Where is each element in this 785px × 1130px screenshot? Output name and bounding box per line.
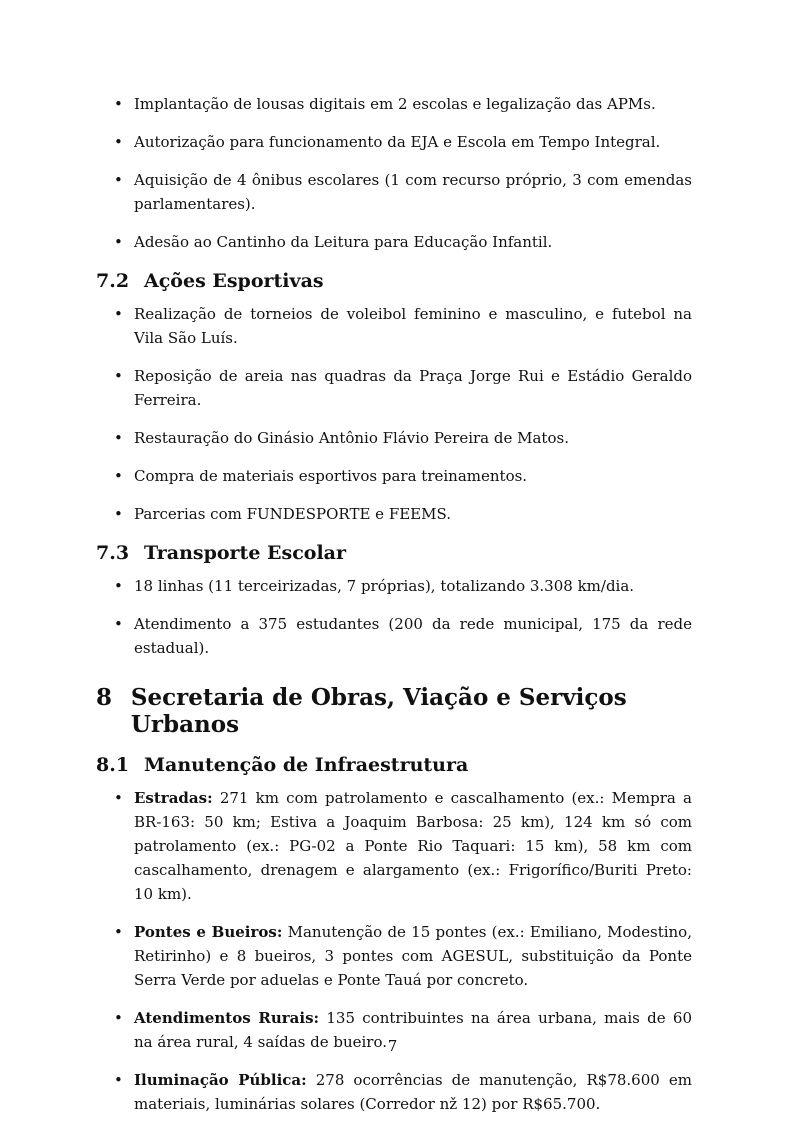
bullet-icon: • bbox=[114, 305, 123, 323]
list-item: • Compra de materiais esportivos para treinamentos. bbox=[96, 464, 692, 488]
subsection-title: Manutenção de Infraestrutura bbox=[144, 754, 469, 776]
item-text: 271 km com patrolamento e cascalhamento (ex.: Mempra a BR-163: 50 km; Estiva a Joaquim Barbosa: 25 km), 124 km só com patrolamento (ex.: PG-02 a Ponte Rio Taquari: 15 km), 58 km com cascalhamento, drenagem e alargamento (ex.: Frigorífico/Buriti Preto: 10 km). bbox=[134, 789, 692, 903]
list-item bbox=[96, 786, 692, 906]
list-item: • Reposição de areia nas quadras da Praça Jorge Rui e Estádio Geraldo Ferreira. bbox=[96, 364, 692, 412]
section-heading-8 bbox=[96, 684, 692, 738]
subsection-number: 7.3 bbox=[96, 542, 130, 564]
bullet-icon: • bbox=[114, 505, 123, 523]
infrastructure-list bbox=[96, 786, 692, 1116]
list-item: • Autorização para funcionamento da EJA e Escola em Tempo Integral. bbox=[96, 130, 692, 154]
bullet-icon: • bbox=[114, 429, 123, 447]
subsection-title: Ações Esportivas bbox=[144, 270, 324, 292]
list-item bbox=[96, 1068, 692, 1116]
bullet-icon: • bbox=[114, 1071, 123, 1089]
bullet-icon: • bbox=[114, 95, 123, 113]
bullet-icon: • bbox=[114, 171, 123, 189]
item-lead: Atendimentos Rurais: bbox=[134, 1009, 320, 1027]
subsection-heading-7-3 bbox=[96, 542, 692, 564]
item-lead: Iluminação Pública: bbox=[134, 1071, 307, 1089]
item-lead: Estradas: bbox=[134, 789, 213, 807]
list-item bbox=[96, 920, 692, 992]
subsection-title: Transporte Escolar bbox=[144, 542, 346, 564]
subsection-heading-8-1 bbox=[96, 754, 692, 776]
item-text: Manutenção de 15 pontes (ex.: Emiliano, Modestino, Retirinho) e 8 bueiros, 3 pontes com AGESUL, substituição da Ponte Serra Verde por aduelas e Ponte Tauá por concreto. bbox=[134, 923, 692, 989]
bullet-icon: • bbox=[114, 789, 123, 807]
item-text: 135 contribuintes na área urbana, mais de 60 na área rural, 4 saídas de bueiro. bbox=[134, 1009, 692, 1051]
section-title: Secretaria de Obras, Viação e Serviços Urbanos bbox=[130, 684, 627, 738]
bullet-icon: • bbox=[114, 577, 123, 595]
list-item: • Realização de torneios de voleibol feminino e masculino, e futebol na Vila São Luís. bbox=[96, 302, 692, 350]
bullet-icon: • bbox=[114, 467, 123, 485]
bullet-icon: • bbox=[114, 923, 123, 941]
list-item: • Adesão ao Cantinho da Leitura para Educação Infantil. bbox=[96, 230, 692, 254]
list-item: • Aquisição de 4 ônibus escolares (1 com recurso próprio, 3 com emendas parlamentares). bbox=[96, 168, 692, 216]
bullet-icon: • bbox=[114, 367, 123, 385]
bullet-icon: • bbox=[114, 615, 123, 633]
item-lead: Pontes e Bueiros: bbox=[134, 923, 283, 941]
list-item: • Implantação de lousas digitais em 2 escolas e legalização das APMs. bbox=[96, 92, 692, 116]
subsection-heading-7-2 bbox=[96, 270, 692, 292]
list-item: • 18 linhas (11 terceirizadas, 7 próprias), totalizando 3.308 km/dia. bbox=[96, 574, 692, 598]
item-text: 278 ocorrências de manutenção, R$78.600 em materiais, luminárias solares (Corredor nž 12) por R$65.700. bbox=[134, 1071, 692, 1113]
page-content bbox=[96, 92, 692, 1130]
subsection-number: 7.2 bbox=[96, 270, 130, 292]
transport-list bbox=[96, 574, 692, 660]
bullet-icon: • bbox=[114, 233, 123, 251]
sports-list bbox=[96, 302, 692, 526]
page-number: 7 bbox=[387, 1037, 398, 1055]
bullet-icon: • bbox=[114, 133, 123, 151]
section-number: 8 bbox=[96, 684, 113, 711]
list-item: • Restauração do Ginásio Antônio Flávio Pereira de Matos. bbox=[96, 426, 692, 450]
bullet-icon: • bbox=[114, 1009, 123, 1027]
education-list bbox=[96, 92, 692, 254]
list-item: • Parcerias com FUNDESPORTE e FEEMS. bbox=[96, 502, 692, 526]
subsection-number: 8.1 bbox=[96, 754, 130, 776]
list-item: • Atendimento a 375 estudantes (200 da rede municipal, 175 da rede estadual). bbox=[96, 612, 692, 660]
